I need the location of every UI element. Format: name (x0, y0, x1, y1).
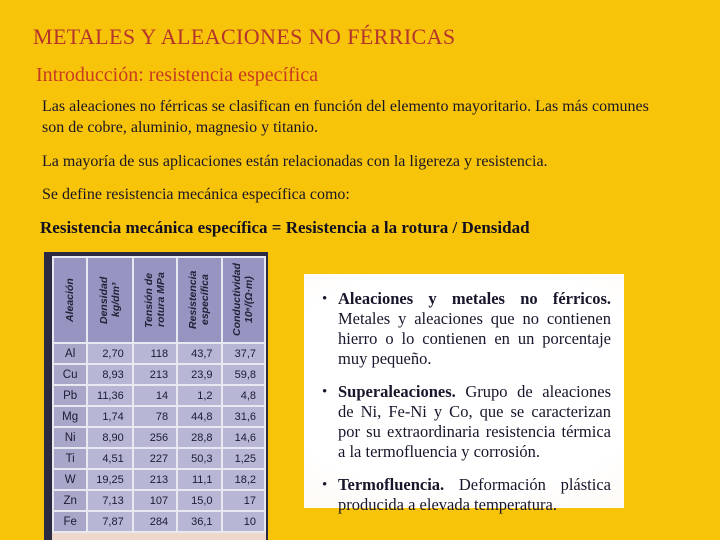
value-cell: 4,8 (223, 386, 264, 405)
table-row (54, 407, 264, 426)
definition-item (319, 289, 611, 369)
value-cell: 256 (134, 428, 176, 447)
table-body (54, 344, 264, 531)
value-cell: 213 (134, 470, 176, 489)
value-cell: 28,8 (178, 428, 220, 447)
value-cell: 78 (134, 407, 176, 426)
definition-text: Grupo de aleaciones de Ni, Fe-Ni y Co, que se caracterizan por su extraordinaria resistencia térmica a la termofluencia y corrosión. (338, 382, 611, 461)
value-cell: 8,93 (88, 365, 131, 384)
definition-item (319, 475, 611, 515)
table-row (54, 386, 264, 405)
table-row (54, 491, 264, 510)
element-symbol-cell: Ti (54, 449, 86, 468)
col-header-label: Resistencia específica (187, 270, 212, 330)
definitions-box-scan (304, 274, 624, 514)
value-cell: 10 (223, 512, 264, 531)
value-cell: 8,90 (88, 428, 131, 447)
element-symbol-cell: Al (54, 344, 86, 363)
element-symbol-cell: Pb (54, 386, 86, 405)
col-header-conductividad (223, 258, 264, 342)
definition-term: Termofluencia. (338, 475, 445, 494)
value-cell: 118 (134, 344, 176, 363)
col-header-densidad (88, 258, 131, 342)
value-cell: 2,70 (88, 344, 131, 363)
value-cell: 17 (223, 491, 264, 510)
value-cell: 18,2 (223, 470, 264, 489)
value-cell: 11,1 (178, 470, 220, 489)
element-symbol-cell: W (54, 470, 86, 489)
metal-properties-table-scan (44, 252, 268, 540)
value-cell: 1,74 (88, 407, 131, 426)
specific-strength-formula: Resistencia mecánica específica = Resistencia a la rotura / Densidad (40, 218, 530, 237)
bullet-icon: • (322, 291, 328, 307)
paragraph-classification: Las aleaciones no férricas se clasifican en función del elemento mayoritario. Las más comunes son de cobre, aluminio, magnesio y titanio. (42, 98, 649, 136)
value-cell: 14,6 (223, 428, 264, 447)
definition-term: Aleaciones y metales no férricos. (338, 289, 611, 308)
table-row (54, 344, 264, 363)
element-symbol-cell: Ni (54, 428, 86, 447)
value-cell: 7,87 (88, 512, 131, 531)
col-header-resistencia-especifica (178, 258, 220, 342)
bullet-icon: • (322, 384, 328, 400)
value-cell: 227 (134, 449, 176, 468)
slide-subtitle: Introducción: resistencia específica (36, 64, 319, 86)
col-header-tension-rotura (134, 258, 176, 342)
col-header-label: Densidad kg/dm³ (98, 276, 123, 324)
value-cell: 284 (134, 512, 176, 531)
col-header-label: Aleación (64, 278, 77, 322)
value-cell: 213 (134, 365, 176, 384)
table-row (54, 428, 264, 447)
bullet-icon: • (322, 477, 328, 493)
value-cell: 44,8 (178, 407, 220, 426)
value-cell: 14 (134, 386, 176, 405)
value-cell: 107 (134, 491, 176, 510)
table-row (54, 365, 264, 384)
value-cell: 1,25 (223, 449, 264, 468)
value-cell: 11,36 (88, 386, 131, 405)
metal-properties-table (52, 256, 266, 533)
element-symbol-cell: Mg (54, 407, 86, 426)
value-cell: 7,13 (88, 491, 131, 510)
value-cell: 23,9 (178, 365, 220, 384)
col-header-label: Conductividad 10⁶/(Ω·m) (231, 263, 256, 337)
paragraph-applications: La mayoría de sus aplicaciones están relacionadas con la ligereza y resistencia. (42, 153, 548, 170)
paragraph-definition-intro: Se define resistencia mecánica específica como: (42, 186, 350, 203)
value-cell: 19,25 (88, 470, 131, 489)
definition-text: Deformación plástica producida a elevada temperatura. (338, 475, 611, 514)
value-cell: 15,0 (178, 491, 220, 510)
value-cell: 36,1 (178, 512, 220, 531)
scan-edge-artifact (52, 533, 266, 540)
element-symbol-cell: Cu (54, 365, 86, 384)
value-cell: 59,8 (223, 365, 264, 384)
col-header-aleacion (54, 258, 86, 342)
page-title: METALES Y ALEACIONES NO FÉRRICAS (33, 24, 456, 49)
value-cell: 4,51 (88, 449, 131, 468)
element-symbol-cell: Zn (54, 491, 86, 510)
value-cell: 43,7 (178, 344, 220, 363)
definition-text: Metales y aleaciones que no contienen hierro o lo contienen en un porcentaje muy pequeño. (338, 309, 611, 368)
table-header-row (54, 258, 264, 342)
col-header-label: Tensión de rotura MPa (142, 272, 167, 328)
value-cell: 50,3 (178, 449, 220, 468)
definitions-bullet-list (319, 289, 611, 515)
value-cell: 1,2 (178, 386, 220, 405)
value-cell: 31,6 (223, 407, 264, 426)
table-row (54, 512, 264, 531)
value-cell: 37,7 (223, 344, 264, 363)
definition-item (319, 382, 611, 462)
table-row (54, 470, 264, 489)
definition-term: Superaleaciones. (338, 382, 456, 401)
table-row (54, 449, 264, 468)
element-symbol-cell: Fe (54, 512, 86, 531)
